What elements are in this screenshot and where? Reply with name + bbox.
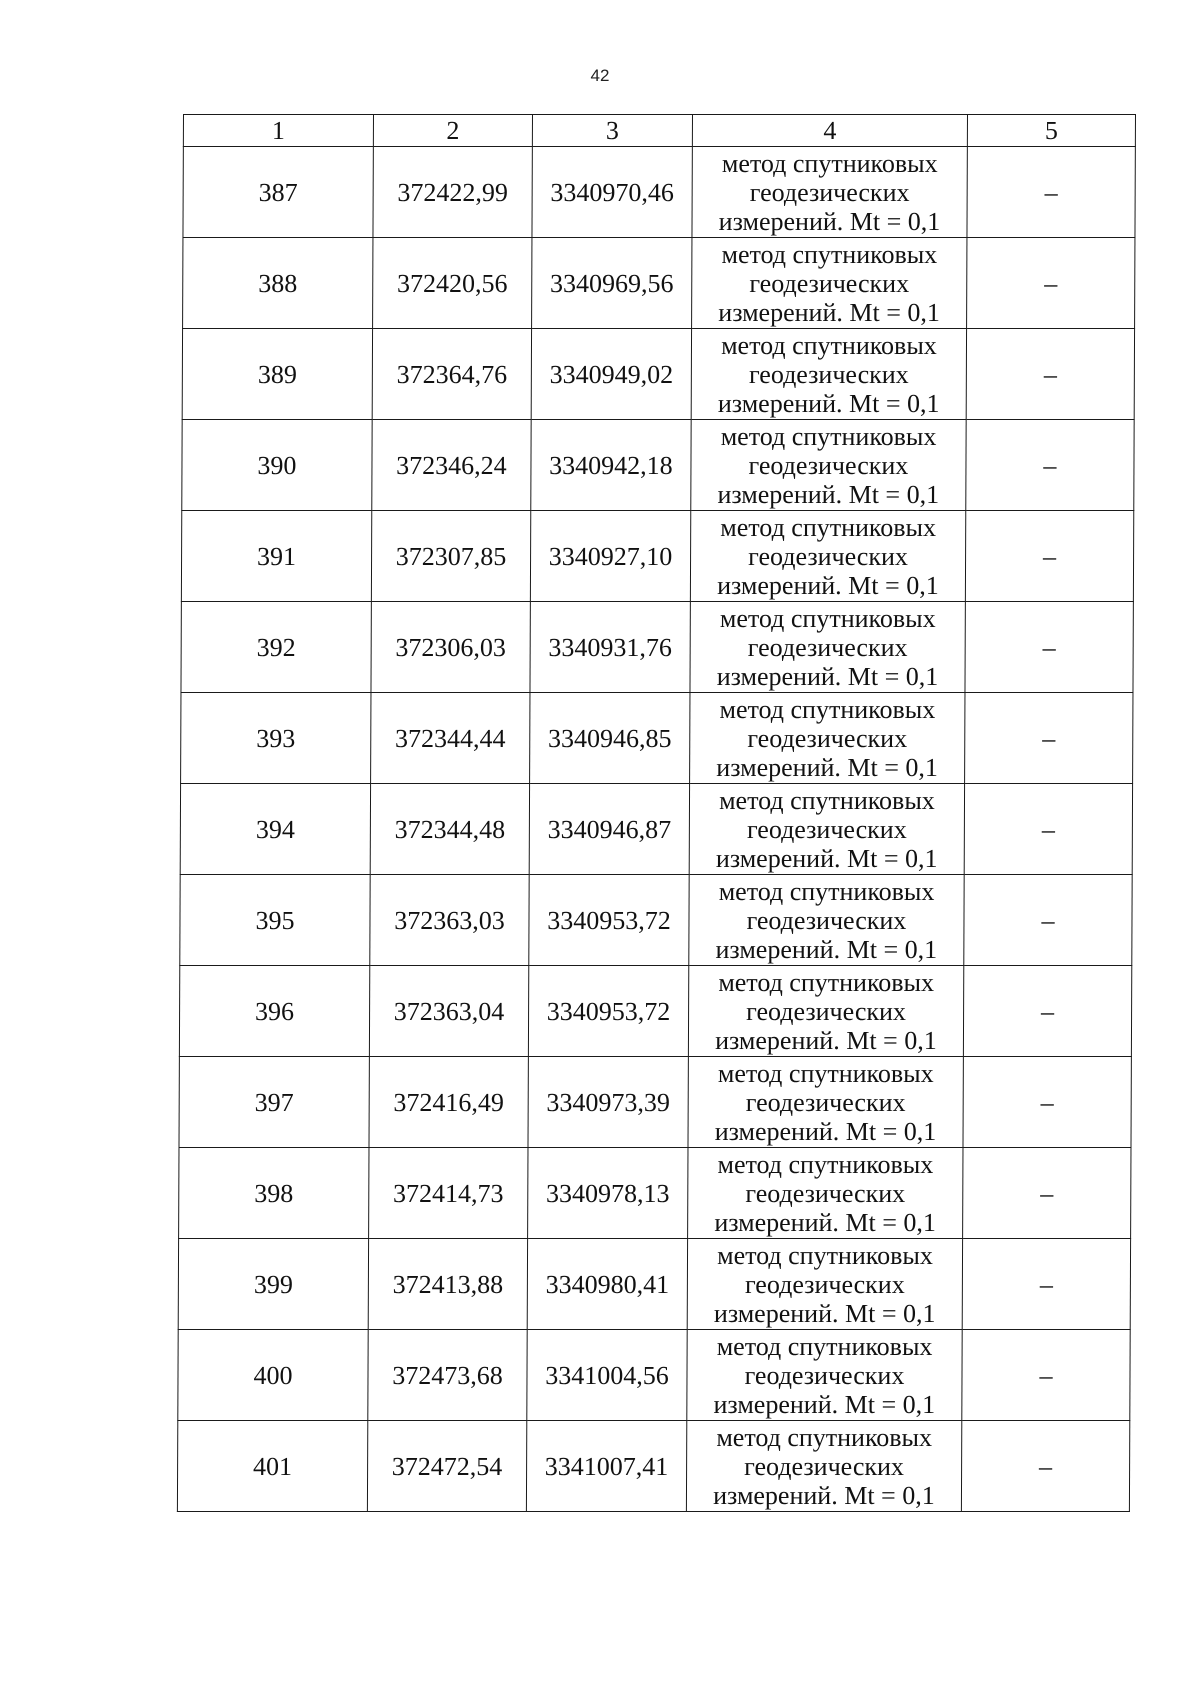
method-text-line: измерений. Mt = 0,1 [717, 479, 940, 509]
point-number-cell: 400 [178, 1330, 368, 1421]
x-coordinate-cell: 372346,24 [372, 420, 531, 511]
method-text-line: метод спутниковых [717, 1149, 934, 1179]
table-row [182, 329, 1134, 420]
point-number-cell: 388 [183, 238, 373, 329]
table-row [181, 693, 1133, 784]
column-header: 4 [692, 115, 967, 147]
method-text-line: метод спутниковых [719, 603, 936, 633]
method-text-line: геодезических [746, 814, 907, 844]
method-text-line: измерений. Mt = 0,1 [717, 570, 939, 600]
method-text-line: метод спутниковых [720, 421, 937, 451]
method-text-line: метод спутниковых [721, 239, 938, 269]
y-coordinate-cell: 3340969,56 [532, 238, 692, 329]
method-cell [686, 1421, 961, 1512]
method-text-line: геодезических [747, 632, 908, 662]
column-header: 2 [373, 115, 532, 147]
x-coordinate-cell: 372363,03 [370, 875, 529, 966]
table-row [181, 602, 1133, 693]
point-number-cell: 401 [177, 1421, 367, 1512]
method-text-line: геодезических [746, 905, 907, 935]
method-text-line: метод спутниковых [719, 785, 935, 815]
table-row [180, 784, 1132, 875]
method-cell [690, 511, 965, 602]
method-cell [688, 1148, 963, 1239]
point-number-cell: 387 [183, 147, 373, 238]
note-cell: – [967, 147, 1135, 238]
y-coordinate-cell: 3341004,56 [527, 1330, 687, 1421]
point-number-cell: 389 [182, 329, 372, 420]
method-text-line: метод спутниковых [718, 876, 935, 906]
method-cell [690, 693, 965, 784]
point-number-cell: 390 [182, 420, 372, 511]
y-coordinate-cell: 3340942,18 [531, 420, 691, 511]
x-coordinate-cell: 372414,73 [369, 1148, 528, 1239]
table-row [183, 147, 1135, 238]
column-header: 3 [532, 115, 692, 147]
x-coordinate-cell: 372364,76 [372, 329, 531, 420]
method-text-line: геодезических [748, 359, 909, 389]
method-cell [687, 1239, 962, 1330]
table-row [180, 875, 1132, 966]
table-row [179, 1148, 1131, 1239]
method-text-line: геодезических [749, 268, 910, 298]
note-cell: – [964, 875, 1132, 966]
method-text-line: метод спутниковых [721, 148, 938, 178]
x-coordinate-cell: 372344,44 [371, 693, 530, 784]
column-header: 1 [183, 115, 373, 147]
table-row [181, 511, 1133, 602]
point-number-cell: 397 [179, 1057, 369, 1148]
point-number-cell: 398 [179, 1148, 369, 1239]
y-coordinate-cell: 3340953,72 [528, 966, 688, 1057]
y-coordinate-cell: 3340949,02 [531, 329, 691, 420]
method-cell [691, 329, 966, 420]
method-cell [688, 966, 963, 1057]
x-coordinate-cell: 372344,48 [370, 784, 529, 875]
table-row [178, 1239, 1130, 1330]
x-coordinate-cell: 372420,56 [373, 238, 532, 329]
method-cell [692, 238, 967, 329]
method-text-line: метод спутниковых [719, 694, 936, 724]
table-header-row [183, 115, 1135, 147]
x-coordinate-cell: 372473,68 [368, 1330, 527, 1421]
point-number-cell: 395 [180, 875, 370, 966]
note-cell: – [965, 511, 1133, 602]
y-coordinate-cell: 3340946,87 [529, 784, 689, 875]
method-cell [690, 602, 965, 693]
note-cell: – [964, 784, 1132, 875]
table-row [179, 966, 1131, 1057]
note-cell: – [963, 1057, 1131, 1148]
method-text-line: геодезических [745, 1087, 906, 1117]
x-coordinate-cell: 372472,54 [367, 1421, 526, 1512]
y-coordinate-cell: 3341007,41 [526, 1421, 686, 1512]
method-cell [688, 1057, 963, 1148]
y-coordinate-cell: 3340970,46 [532, 147, 692, 238]
method-text-line: измерений. Mt = 0,1 [713, 1389, 936, 1419]
method-text-line: метод спутниковых [717, 1240, 933, 1270]
point-number-cell: 396 [179, 966, 369, 1057]
method-cell [692, 147, 967, 238]
note-cell: – [966, 329, 1134, 420]
method-text-line: измерений. Mt = 0,1 [713, 1480, 935, 1510]
method-text-line: измерений. Mt = 0,1 [713, 1298, 936, 1328]
table-row [177, 1421, 1129, 1512]
note-cell: – [965, 693, 1133, 784]
method-text-line: геодезических [748, 450, 909, 480]
method-cell [689, 784, 964, 875]
method-text-line: измерений. Mt = 0,1 [718, 297, 940, 327]
note-cell: – [963, 1148, 1131, 1239]
method-text-line: измерений. Mt = 0,1 [715, 843, 938, 873]
method-text-line: геодезических [748, 541, 908, 571]
method-text-line: метод спутниковых [718, 967, 935, 997]
method-text-line: геодезических [744, 1360, 905, 1390]
table-row [182, 420, 1134, 511]
table-row [178, 1330, 1130, 1421]
x-coordinate-cell: 372307,85 [371, 511, 530, 602]
page-number: 42 [590, 66, 610, 85]
method-text-line: измерений. Mt = 0,1 [717, 388, 940, 418]
method-text-line: измерений. Mt = 0,1 [715, 1025, 937, 1055]
method-text-line: измерений. Mt = 0,1 [716, 752, 939, 782]
method-text-line: геодезических [746, 996, 907, 1026]
note-cell: – [962, 1239, 1130, 1330]
note-cell: – [966, 420, 1134, 511]
method-text-line: геодезических [747, 723, 908, 753]
x-coordinate-cell: 372413,88 [368, 1239, 527, 1330]
method-text-line: измерений. Mt = 0,1 [716, 661, 939, 691]
method-text-line: измерений. Mt = 0,1 [714, 1116, 937, 1146]
note-cell: – [965, 602, 1133, 693]
method-text-line: геодезических [744, 1451, 905, 1481]
point-number-cell: 391 [181, 511, 371, 602]
y-coordinate-cell: 3340980,41 [527, 1239, 687, 1330]
method-text-line: геодезических [744, 1269, 905, 1299]
x-coordinate-cell: 372416,49 [369, 1057, 528, 1148]
method-text-line: метод спутниковых [720, 512, 937, 542]
y-coordinate-cell: 3340953,72 [529, 875, 689, 966]
note-cell: – [967, 238, 1135, 329]
y-coordinate-cell: 3340978,13 [528, 1148, 688, 1239]
point-number-cell: 392 [181, 602, 371, 693]
method-text-line: геодезических [749, 177, 910, 207]
method-text-line: метод спутниковых [721, 330, 937, 360]
method-text-line: измерений. Mt = 0,1 [714, 1207, 937, 1237]
column-header: 5 [967, 115, 1135, 147]
y-coordinate-cell: 3340946,85 [530, 693, 690, 784]
coordinates-table [177, 114, 1136, 1512]
method-text-line: метод спутниковых [717, 1058, 934, 1088]
method-text-line: измерений. Mt = 0,1 [715, 934, 938, 964]
y-coordinate-cell: 3340931,76 [530, 602, 690, 693]
x-coordinate-cell: 372306,03 [371, 602, 530, 693]
point-number-cell: 394 [180, 784, 370, 875]
x-coordinate-cell: 372422,99 [373, 147, 532, 238]
y-coordinate-cell: 3340927,10 [530, 511, 690, 602]
x-coordinate-cell: 372363,04 [369, 966, 528, 1057]
note-cell: – [962, 1330, 1130, 1421]
y-coordinate-cell: 3340973,39 [528, 1057, 688, 1148]
method-text-line: измерений. Mt = 0,1 [718, 206, 941, 236]
method-text-line: метод спутниковых [716, 1331, 933, 1361]
note-cell: – [961, 1421, 1129, 1512]
point-number-cell: 393 [181, 693, 371, 784]
method-text-line: метод спутниковых [716, 1422, 933, 1452]
table-row [179, 1057, 1131, 1148]
method-text-line: геодезических [745, 1178, 906, 1208]
point-number-cell: 399 [178, 1239, 368, 1330]
note-cell: – [963, 966, 1131, 1057]
table-row [183, 238, 1135, 329]
method-cell [691, 420, 966, 511]
method-cell [687, 1330, 962, 1421]
method-cell [689, 875, 964, 966]
